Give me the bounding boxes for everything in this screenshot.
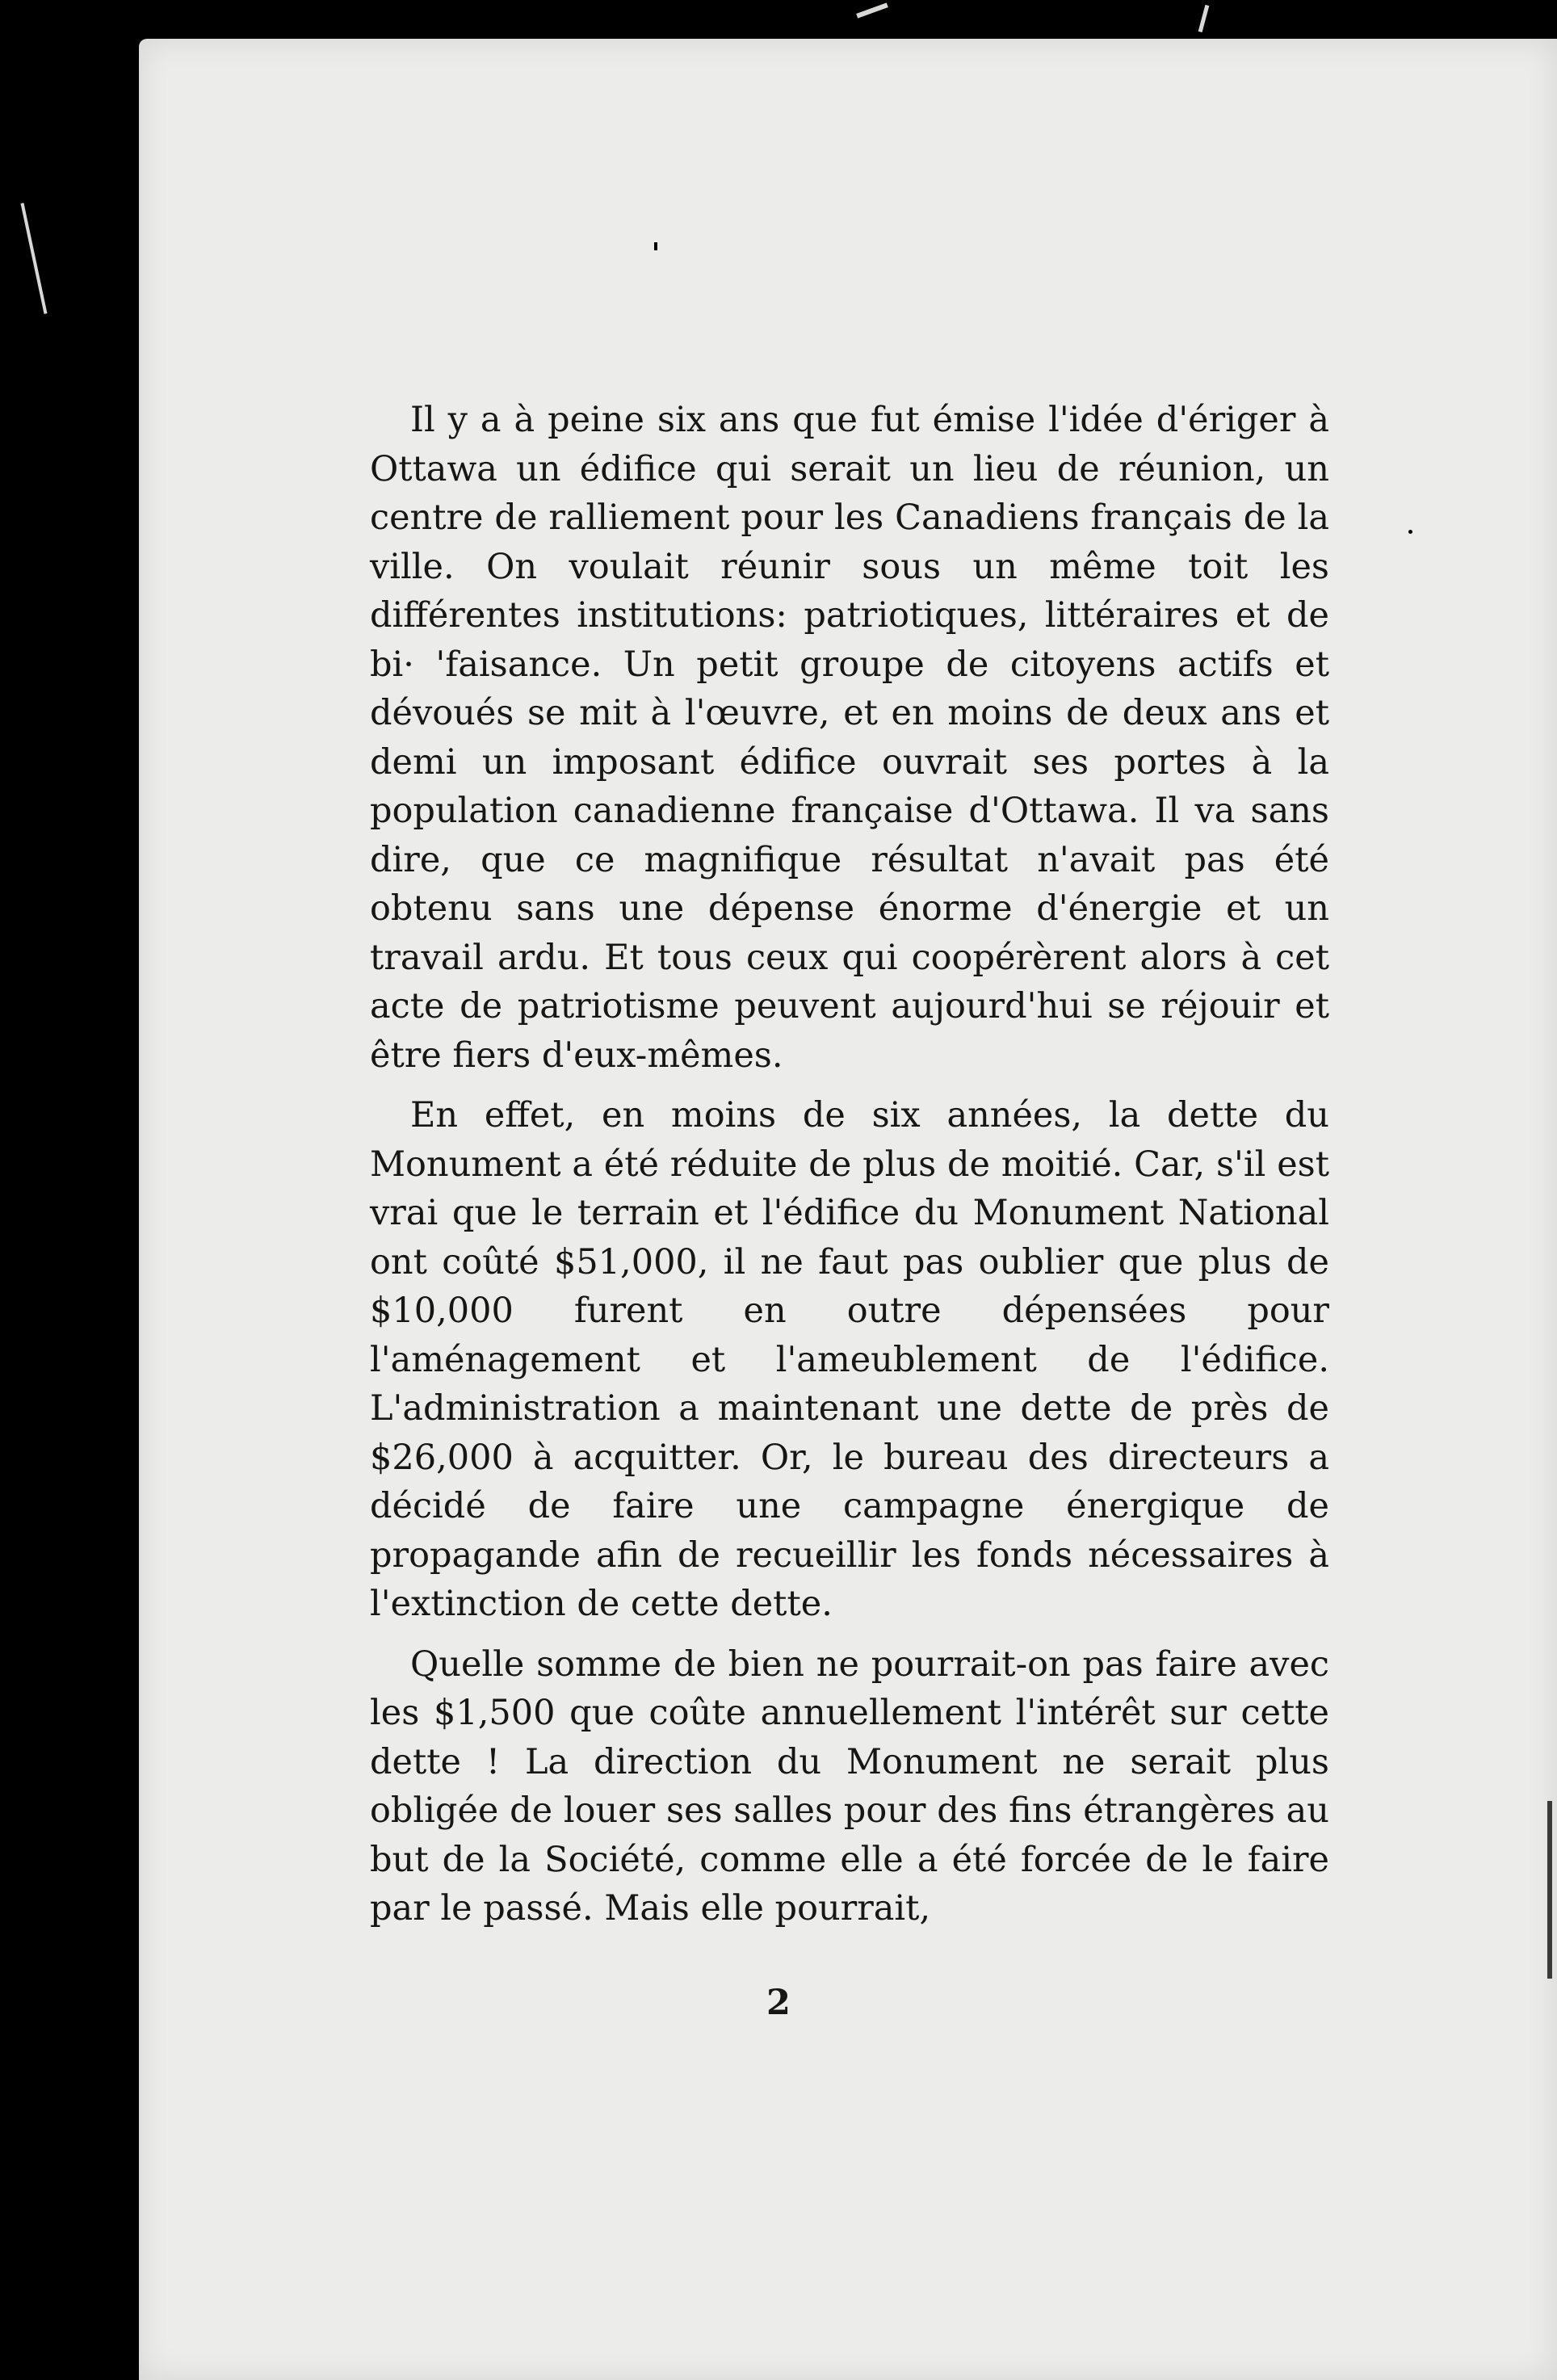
paragraph-3: Quelle somme de bien ne pourrait-on pas faire avec les $1,500 que coûte annuellement l'intérêt sur cette dette ! La direction du Monument ne serait plus obligée de louer ses salles pour des fins étrangères au but de la Société, comme elle a été forcée de le faire par le passé. Mais elle pourrait, (370, 1643, 1329, 1929)
page-edge-shadow (1547, 1801, 1552, 1979)
body-text (370, 396, 1329, 1933)
scan-artifact-top-right (1198, 5, 1210, 32)
scan-artifact-left-curve (20, 203, 47, 314)
speck (1408, 530, 1412, 534)
page-number: 2 (766, 1983, 791, 2023)
paragraph-2: En effet, en moins de six années, la dette du Monument a été réduite de plus de moitié. Car, s'il est vrai que le terrain et l'édifice du Monument National ont coûté $51,000, il ne faut pas oublier que plus de $10,000 furent en outre dépensées pour l'aménagement et l'ameublement de l'édifice. L'administration a maintenant une dette de près de $26,000 à acquitter. Or, le bureau des directeurs a décidé de faire une campagne énergique de propagande afin de recueillir les fonds nécessaires à l'extinction de cette dette. (370, 1095, 1329, 1624)
speck (654, 242, 657, 250)
paragraph-1: Il y a à peine six ans que fut émise l'idée d'ériger à Ottawa un édifice qui serait un lieu de réunion, un centre de ralliement pour les Canadiens français de la ville. On voulait réunir sous un même toit les différentes institutions: patriotiques, littéraires et de bi· 'faisance. Un petit groupe de citoyens actifs et dévoués se mit à l'œuvre, et en moins de deux ans et demi un imposant édifice ouvrait ses portes à la population canadienne française d'Ottawa. Il va sans dire, que ce magnifique résultat n'avait pas été obtenu sans une dépense énorme d'énergie et un travail ardu. Et tous ceux qui coopérèrent alors à cet acte de patriotisme peuvent aujourd'hui se réjouir et être fiers d'eux-mêmes. (370, 400, 1329, 1076)
scan-artifact-top (856, 2, 888, 18)
